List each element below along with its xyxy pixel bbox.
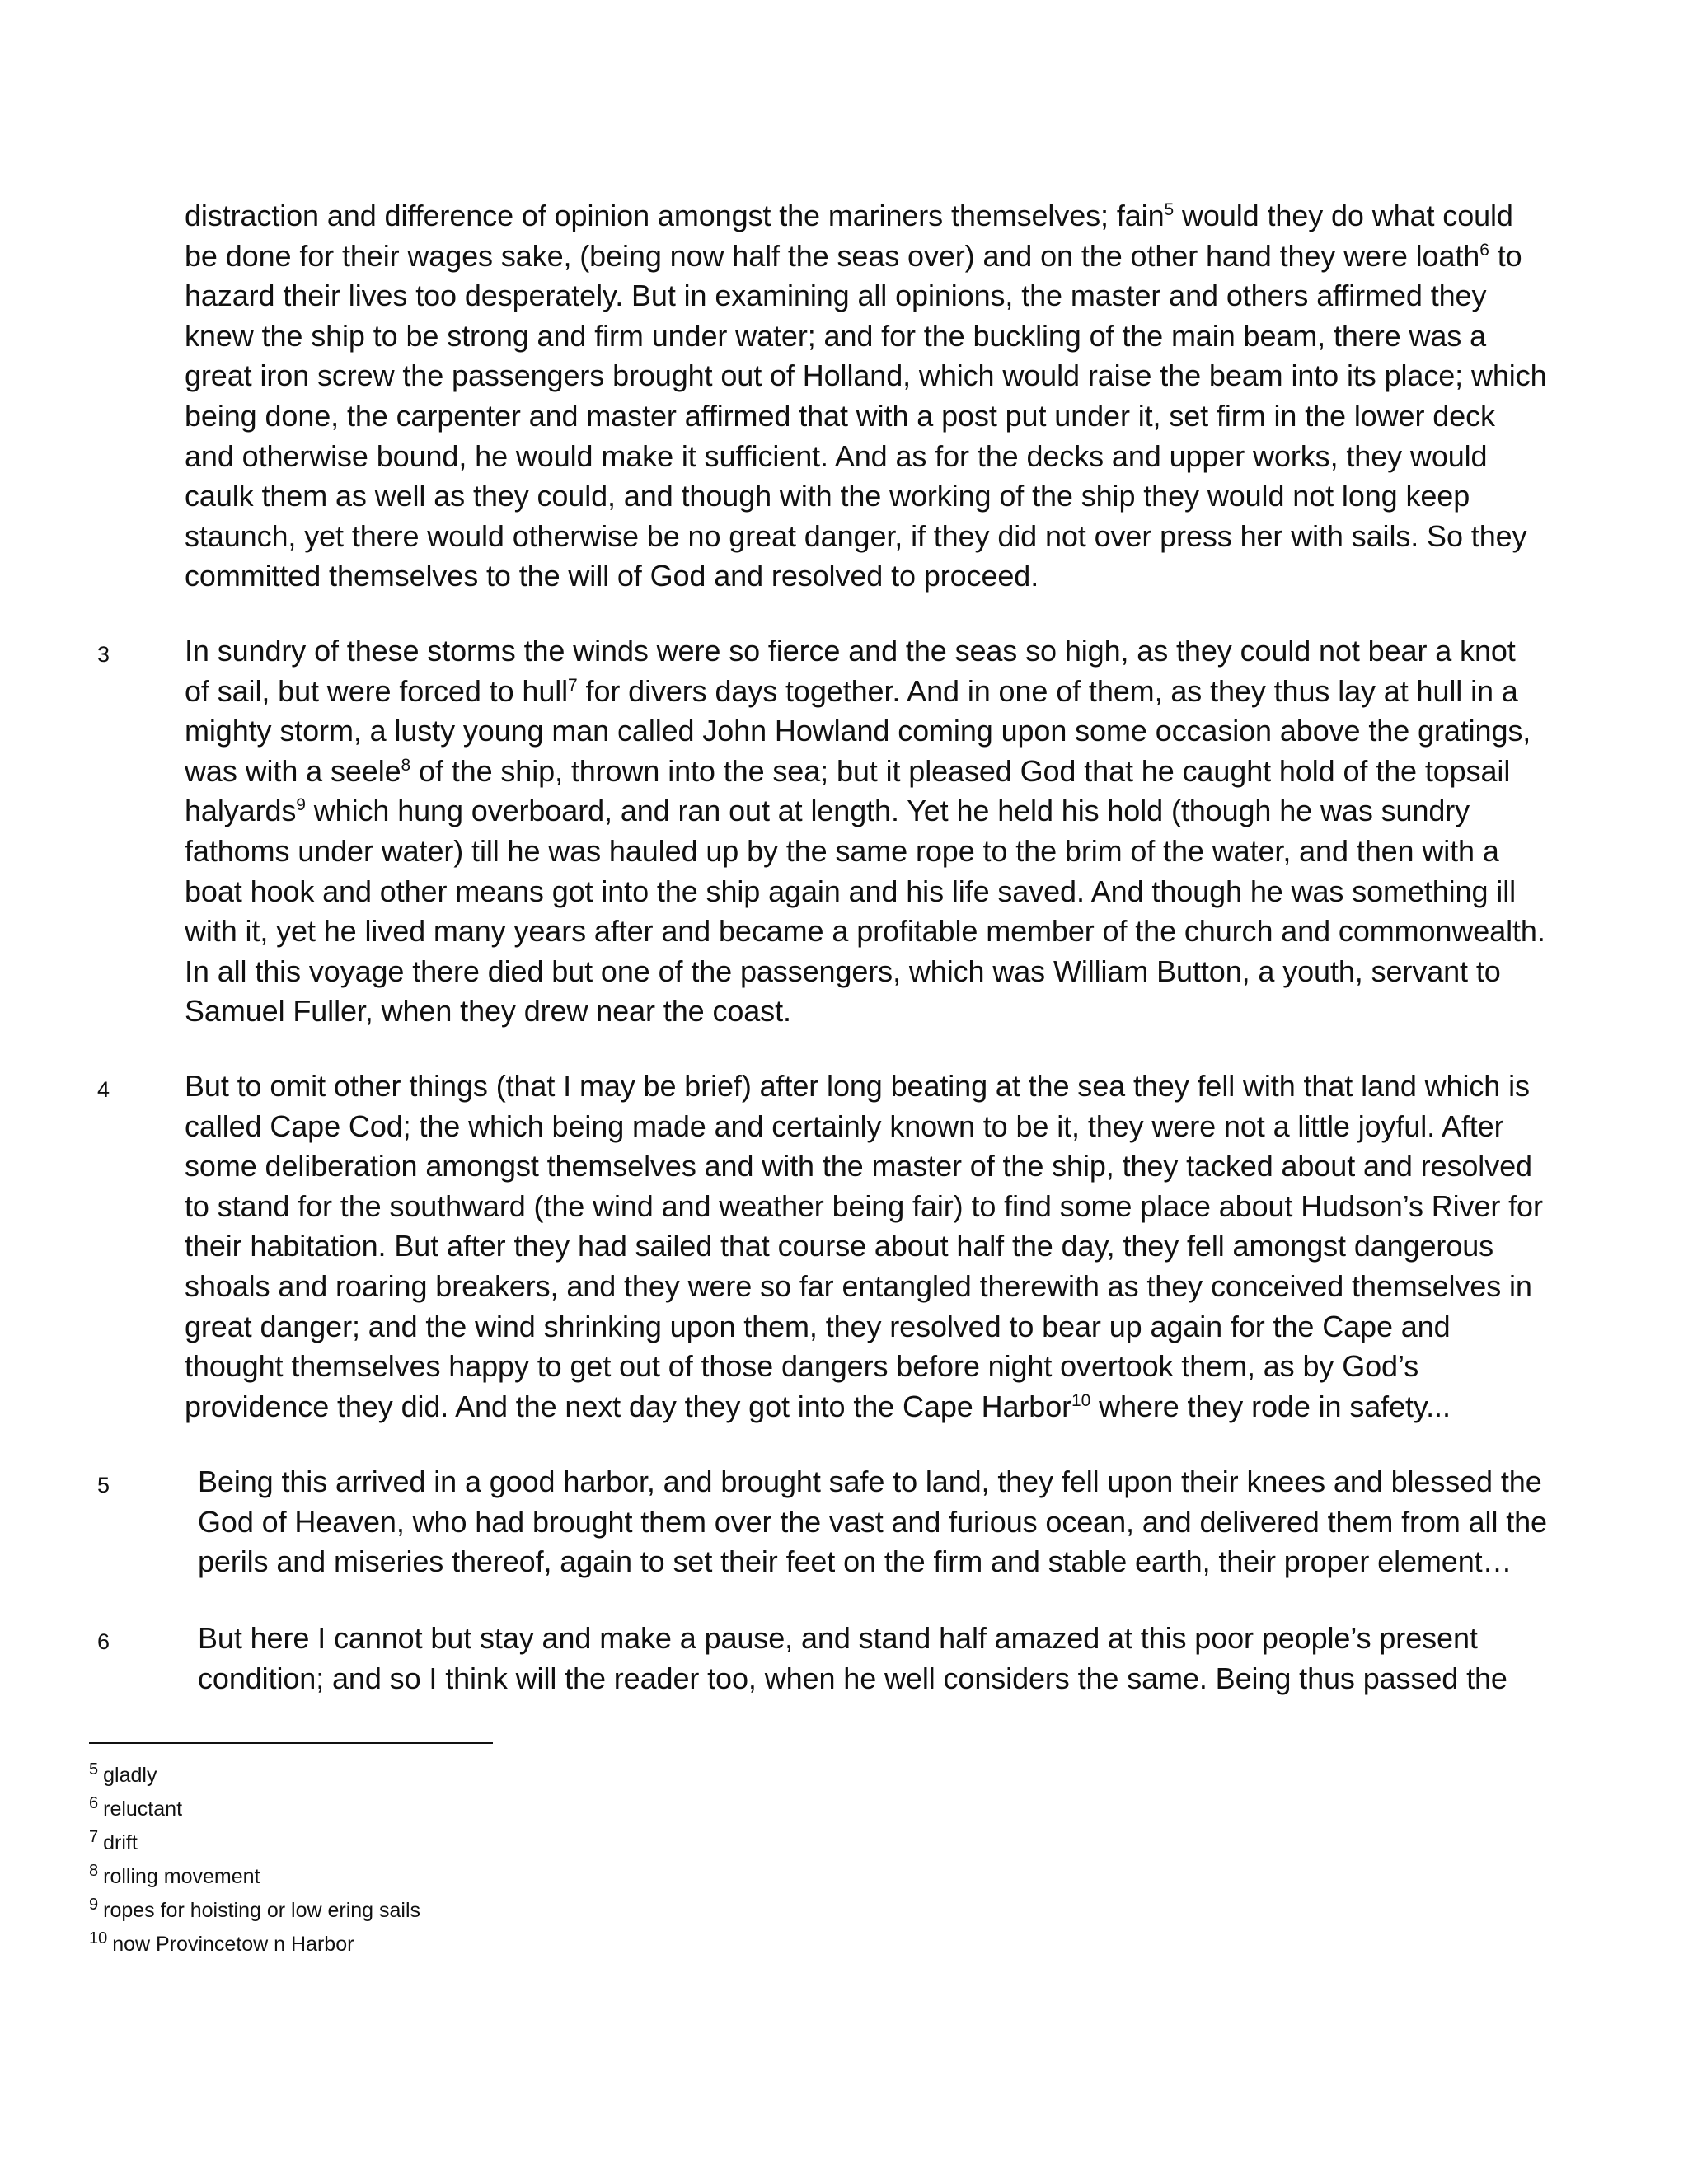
footnote [89, 1860, 831, 1894]
text-line: shoals and roaring breakers, and they were so far entangled therewith as they conceived themselves in [185, 1268, 1532, 1303]
paragraph-number: 3 [97, 642, 110, 667]
paragraph-number: 6 [97, 1629, 110, 1654]
text-line: But here I cannot but stay and make a pause, and stand half amazed at this poor people’s present [198, 1621, 1478, 1655]
footnote-text: drift [103, 1831, 138, 1854]
footnote-text: gladly [103, 1764, 157, 1787]
footnote-text: ropes for hoisting or low ering sails [103, 1899, 421, 1922]
text-line: In sundry of these storms the winds were so fierce and the seas so high, as they could not bear a knot [185, 634, 1516, 668]
text-line: their habitation. But after they had sailed that course about half the day, they fell amongst dangerous [185, 1229, 1494, 1263]
text-line: staunch, yet there would otherwise be no great danger, if they did not over press her with sails. So they [185, 518, 1527, 553]
text-line: and otherwise bound, he would make it sufficient. And as for the decks and upper works, they would [185, 438, 1488, 473]
text-line: thought themselves happy to get out of those dangers before night overtook them, as by God’s [185, 1349, 1419, 1384]
footnote-ref: 9 [296, 795, 306, 815]
text-line: condition; and so I think will the reader too, when he well considers the same. Being thus passed the [198, 1661, 1507, 1695]
paragraph-number: 5 [97, 1473, 110, 1497]
text-line: providence they did. And the next day they got into the Cape Harbor$^{10}$ where they rode in safety... [185, 1389, 1451, 1423]
text-line: to stand for the southward (the wind and weather being fair) to find some place about Hudson’s River for [185, 1188, 1543, 1223]
footnote-number: 6 [89, 1793, 99, 1812]
footnote-text: rolling movement [103, 1865, 260, 1888]
footnote [89, 1928, 831, 1961]
text-line: caulk them as well as they could, and though with the working of the ship they would not long keep [185, 479, 1470, 513]
footnote [89, 1826, 831, 1860]
text-line: perils and miseries thereof, again to set their feet on the firm and stable earth, their proper element… [198, 1544, 1512, 1579]
footnote [89, 1894, 831, 1928]
footnote-ref: 10 [1071, 1390, 1091, 1410]
text-line: great iron screw the passengers brought out of Holland, which would raise the beam into its place; which [185, 359, 1547, 393]
text-line: called Cape Cod; the which being made and certainly known to be it, they were not a little joyful. After [185, 1108, 1504, 1143]
footnote-ref: 5 [1164, 200, 1175, 219]
paragraph-text [198, 1619, 1507, 1699]
text-line: Samuel Fuller, when they drew near the coast. [185, 994, 791, 1029]
footnotes [89, 1759, 831, 1961]
text-line: In all this voyage there died but one of the passengers, which was William Button, a youth, servant to [185, 954, 1501, 988]
text-line: distraction and difference of opinion amongst the mariners themselves; fain$^5$ would they do what could [185, 199, 1513, 232]
footnote-text: reluctant [103, 1797, 183, 1821]
text-line: hazard their lives too desperately. But in examining all opinions, the master and others affirmed they [185, 279, 1487, 313]
footnote-number: 5 [89, 1760, 99, 1779]
text-line: being done, the carpenter and master affirmed that with a post put under it, set firm in the lower deck [185, 398, 1495, 433]
footnote-ref: 7 [568, 675, 578, 695]
paragraph-text [185, 631, 1545, 1032]
footnote-number: 7 [89, 1827, 99, 1846]
footnote-number: 9 [89, 1895, 99, 1914]
footnote [89, 1793, 831, 1826]
text-line: mighty storm, a lusty young man called John Howland coming upon some occasion above the gratings, [185, 714, 1531, 748]
footnote-number: 8 [89, 1861, 99, 1880]
text-line: fathoms under water) till he was hauled up by the same rope to the brim of the water, and then with a [185, 833, 1499, 868]
footnote-text: now Provincetow n Harbor [112, 1933, 354, 1956]
text-line: great danger; and the wind shrinking upon them, they resolved to bear up again for the Cape and [185, 1309, 1451, 1343]
paragraph-text [185, 196, 1547, 597]
text-line: be done for their wages sake, (being now half the seas over) and on the other hand they were loath$^6$ to [185, 238, 1522, 273]
text-line: some deliberation amongst themselves and with the master of the ship, they tacked about and resolved [185, 1149, 1532, 1183]
paragraph-text [185, 1066, 1543, 1427]
paragraph-text [198, 1462, 1547, 1582]
text-line: But to omit other things (that I may be brief) after long beating at the sea they fell with that land which is [185, 1069, 1530, 1103]
text-line: knew the ship to be strong and firm under water; and for the buckling of the main beam, there was a [185, 318, 1486, 353]
text-line: halyards$^9$ which hung overboard, and ran out at length. Yet he held his hold (though he was sundry [185, 794, 1470, 828]
footnote-ref: 6 [1479, 240, 1489, 260]
footnote-number: 10 [89, 1929, 108, 1947]
text-line: God of Heaven, who had brought them over the vast and furious ocean, and delivered them from all the [198, 1504, 1547, 1539]
text-line: boat hook and other means got into the ship again and his life saved. And though he was something ill [185, 874, 1516, 908]
text-line: was with a seele$^8$ of the ship, thrown into the sea; but it pleased God that he caught hold of the topsail [185, 753, 1511, 788]
text-line: of sail, but were forced to hull$^7$ for divers days together. And in one of them, as they thus lay at hull in a [185, 673, 1518, 708]
text-line: committed themselves to the will of God and resolved to proceed. [185, 559, 1039, 593]
text-line: Being this arrived in a good harbor, and brought safe to land, they fell upon their knees and blessed the [198, 1465, 1542, 1498]
footnote [89, 1759, 831, 1793]
paragraph-number: 4 [97, 1077, 110, 1102]
text-line: with it, yet he lived many years after and became a profitable member of the church and commonwealth. [185, 914, 1545, 949]
footnote-ref: 8 [401, 755, 411, 775]
footnote-separator [89, 1742, 493, 1744]
